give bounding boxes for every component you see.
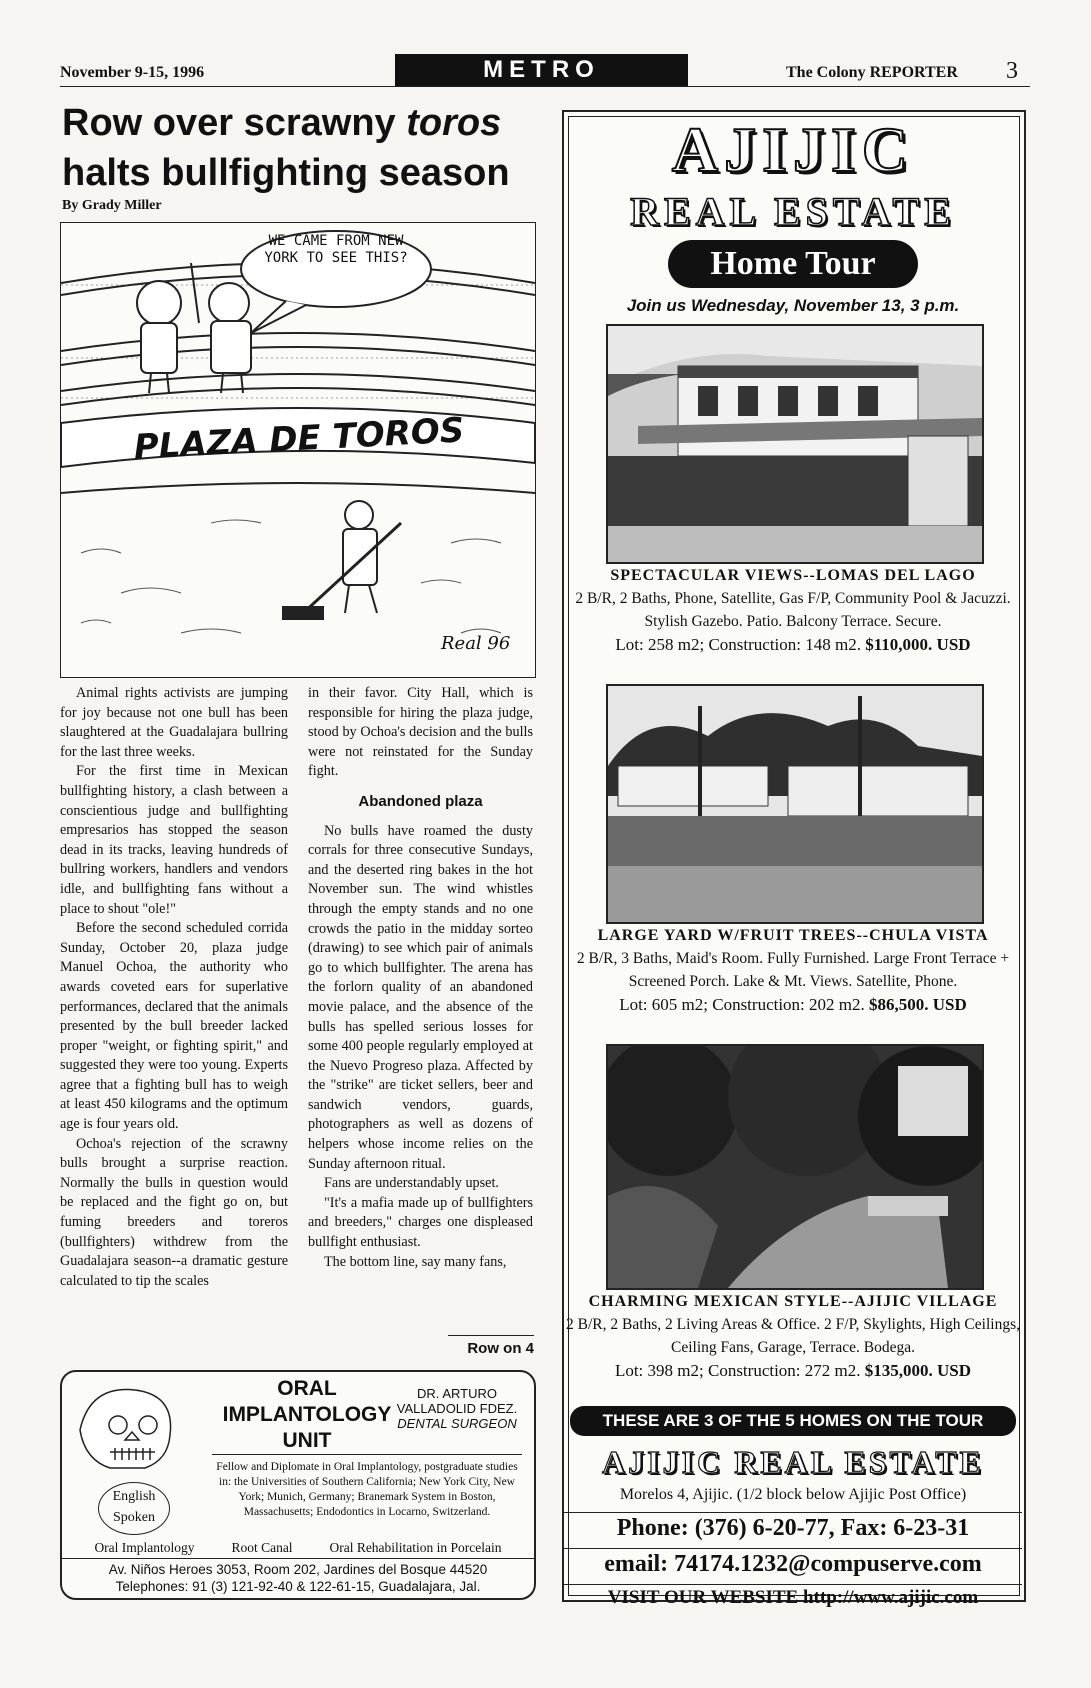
listing-3 [564,1290,1022,1382]
paragraph: For the first time in Mexican bullfighting history, a clash between a conscientious judge and bullfighting empresarios has stopped the season dead in its tracks, leaving hundreds of bullring workers, handlers and vendors idle, and bullfighting fans without a place to shout "ole!" [60,763,288,917]
headline-part-1: Row over scrawny [62,102,407,144]
skull-icon [70,1380,190,1480]
tour-count-banner: THESE ARE 3 OF THE 5 HOMES ON THE TOUR [570,1406,1016,1436]
real-estate-advertisement [562,110,1026,1608]
paragraph: Animal rights activists are jumping for joy because not one bull has been slaughtered at the Guadalajara bullring for the last three weeks. [60,685,288,760]
listing-title: CHARMING MEXICAN STYLE--AJIJIC VILLAGE [588,1293,998,1310]
article-column-2 [308,684,533,1272]
issue-date: November 9-15, 1996 [60,64,205,81]
page-number: 3 [1006,58,1018,84]
service-item: Oral Implantology [94,1540,195,1555]
paragraph: "It's a mafia made up of bullfighters and breeders," charges one displeased bullfight enthusiast. [308,1194,533,1251]
address-line: Av. Niños Heroes 3053, Room 202, Jardines del Bosque 44520 [108,1562,488,1577]
article-headline [62,98,562,198]
continued-jump: Row on 4 [448,1335,534,1357]
listing-description: 2 B/R, 2 Baths, 2 Living Areas & Office. 2 F/P, Skylights, High Ceilings, Ceiling Fans, Garage, Terrace. Bodega. [566,1316,1020,1356]
headline-italic: toros [406,102,502,144]
cartoonist-signature: Real 96 [441,633,511,654]
service-item: Oral Rehabilitation in Porcelain [329,1540,502,1555]
badge-line: Spoken [113,1510,155,1525]
listing-description: 2 B/R, 2 Baths, Phone, Satellite, Gas F/P, Community Pool & Jacuzzi. Stylish Gazebo. Patio. Balcony Terrace. Secure. [575,590,1011,630]
service-item: Root Canal [231,1540,293,1555]
doctor-title: DENTAL SURGEON [397,1416,517,1431]
agency-email: email: 74174.1232@compuserve.com [564,1548,1022,1578]
listing-lot-size: Lot: 398 m2; Construction: 272 m2. [614,1361,861,1380]
clinic-title-line: IMPLANTOLOGY [222,1403,392,1426]
paragraph: Ochoa's rejection of the scrawny bulls brought a surprise reaction. Normally the bulls in question would be replaced and the fight go on, but fuming breeders and toreros (bullfighters) withdrew from the Guadalajara season--a dramatic gesture calculated to tip the scales [60,1135,288,1289]
listing-lot [564,1359,1022,1382]
tour-date: Join us Wednesday, November 13, 3 p.m. [626,296,960,315]
header-rule [60,86,1030,87]
clinic-title-line: UNIT [282,1429,332,1452]
agency-logo: AJIJIC [671,114,915,185]
agency-footer-logo: AJIJIC REAL ESTATE [602,1444,984,1480]
dental-advertisement [60,1370,536,1600]
paragraph: No bulls have roamed the dusty corrals for three consecutive Sundays, and the deserted ring bakes in the hot November sun. The wind whistles through the empty stands and no one crowds the patio in the midday sorteo (drawing) to see which pair of animals go to which bullfighter. The arena has the forlorn quality of an abandoned movie palace, and the absence of the bulls has spelled serious losses for some 400 people regularly employed at the Nuevo Progreso plaza. Affected by the "strike" are ticket sellers, beer and sandwich vendors, guards, photographers as well as dozens of helpers whose income relies on the Sunday afternoon ritual. [308,822,533,1172]
section-banner: METRO [395,54,688,86]
listing-price: $86,500. USD [869,995,967,1014]
listing-1 [564,564,1022,656]
paragraph: in their favor. City Hall, which is responsible for hiring the plaza judge, stood by Ochoa's decision and the bulls were not reinstated for the Sunday fight. [308,685,533,780]
listing-description: 2 B/R, 3 Baths, Maid's Room. Fully Furnished. Large Front Terrace + Screened Porch. Lake & Mt. Views. Satellite, Phone. [576,950,1010,990]
headline-part-2: halts bullfighting season [62,152,510,194]
paragraph: Before the second scheduled corrida Sunday, October 20, plaza judge Manuel Ochoa, the authority who awards coveted ears for superlative performances, declared that the animals presented by the bull breeder lacked proper "weight, or fighting spirit," and suggested they were too young. Experts agree that a fighting bull has to weigh at least 450 kilograms and the optimum age is four years old. [60,920,288,1133]
listing-lot [564,633,1022,656]
listing-photo-3 [606,1044,984,1290]
paragraph: Fans are understandably upset. [324,1175,499,1192]
listing-title: SPECTACULAR VIEWS--LOMAS DEL LAGO [610,567,976,584]
listing-lot-size: Lot: 258 m2; Construction: 148 m2. [615,635,861,654]
badge-line: English [112,1489,156,1504]
doctor-name-line: VALLADOLID FDEZ. [396,1401,518,1416]
doctor-credentials: Fellow and Diplomate in Oral Implantology, postgraduate studies in: the Universities of Southern California; New York City, New York; Munich, Germany; Branemark System in Boston, Massachusetts; Endodontics in Locarno, Switzerland. [216,1461,518,1518]
doctor-name-line: DR. ARTURO [417,1386,497,1401]
home-tour-banner: Home Tour [668,240,918,288]
divider [212,1454,522,1455]
agency-address: Morelos 4, Ajijic. (1/2 block below Ajijic Post Office) [619,1486,967,1503]
listing-price: $135,000. USD [864,1361,972,1380]
clinic-address [62,1558,534,1595]
listing-title: LARGE YARD W/FRUIT TREES--CHULA VISTA [597,927,989,944]
byline: By Grady Miller [62,198,162,213]
doctor-name [382,1386,532,1431]
editorial-cartoon [60,222,536,678]
article-column-1 [60,684,288,1291]
newspaper-name: The Colony REPORTER [786,64,958,81]
listing-lot [564,993,1022,1016]
listing-2 [564,924,1022,1016]
paragraph: The bottom line, say many fans, [324,1253,507,1270]
agency-logo-subtitle: REAL ESTATE [630,189,956,234]
agency-website: VISIT OUR WEBSITE http://www.ajijic.com [564,1584,1022,1609]
subheading: Abandoned plaza [358,792,483,810]
cartoon-sign: PLAZA DE TOROS [132,410,466,468]
english-spoken-badge [98,1482,170,1535]
services-list [76,1540,520,1556]
phone-line: Telephones: 91 (3) 121-92-40 & 122-61-15, Guadalajara, Jal. [115,1579,481,1594]
clinic-title-line: ORAL [277,1377,337,1400]
listing-photo-2 [606,684,984,924]
listing-lot-size: Lot: 605 m2; Construction: 202 m2. [619,995,865,1014]
agency-phone: Phone: (376) 6-20-77, Fax: 6-23-31 [564,1512,1022,1542]
listing-price: $110,000. USD [865,635,971,654]
listing-photo-1 [606,324,984,564]
cartoon-speech: WE CAME FROM NEW YORK TO SEE THIS? [264,233,408,266]
